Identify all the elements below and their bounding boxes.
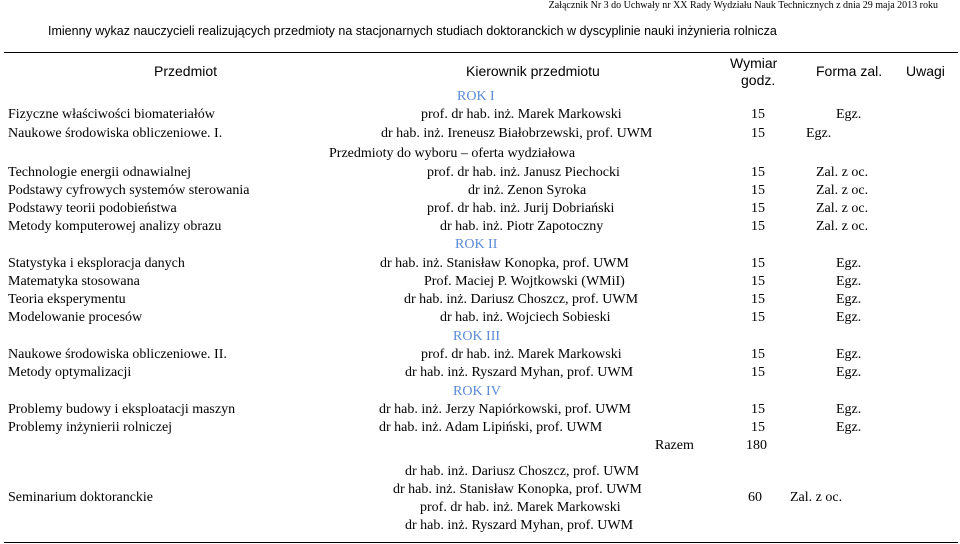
row-head: dr hab. inż. Ryszard Myhan, prof. UWM (405, 365, 634, 380)
row-subject: Naukowe środowiska obliczeniowe. I. (8, 126, 223, 141)
row-form: Egz. (836, 402, 862, 417)
row-form: Zal. z oc. (816, 201, 869, 216)
row-subject: Teoria eksperymentu (8, 292, 126, 307)
row-head: dr hab. inż. Wojciech Sobieski (440, 310, 611, 325)
seminar-head: dr hab. inż. Stanisław Konopka, prof. UWM (393, 482, 642, 497)
row-head: dr hab. inż. Ireneusz Białobrzewski, prof. UWM (381, 126, 653, 141)
row-head: dr hab. inż. Stanisław Konopka, prof. UWM (380, 256, 629, 271)
row-subject: Problemy budowy i eksploatacji maszyn (8, 402, 236, 417)
row-head: dr inż. Zenon Syroka (468, 183, 587, 198)
row-head: dr hab. inż. Adam Lipiński, prof. UWM (379, 420, 603, 435)
row-form: Egz. (836, 365, 862, 380)
total-label: Razem (655, 438, 694, 453)
section-year-2: ROK II (455, 237, 498, 252)
row-form: Zal. z oc. (816, 165, 869, 180)
row-form: Egz. (806, 126, 832, 141)
row-subject: Naukowe środowiska obliczeniowe. II. (8, 347, 227, 362)
section-year-4: ROK IV (453, 384, 501, 399)
row-hours: 15 (751, 107, 765, 122)
row-subject: Modelowanie procesów (8, 310, 143, 325)
row-subject: Metody optymalizacji (8, 365, 132, 380)
row-hours: 15 (751, 365, 765, 380)
row-subject: Metody komputerowej analizy obrazu (8, 219, 222, 234)
total-value: 180 (746, 438, 767, 453)
seminar-hours: 60 (748, 490, 762, 505)
seminar-head: dr hab. inż. Ryszard Myhan, prof. UWM (405, 518, 634, 533)
section-year-3: ROK III (453, 329, 501, 344)
row-form: Egz. (836, 292, 862, 307)
row-form: Zal. z oc. (816, 219, 869, 234)
row-hours: 15 (751, 165, 765, 180)
row-head: dr hab. inż. Jerzy Napiórkowski, prof. UWM (379, 402, 631, 417)
row-hours: 15 (751, 219, 765, 234)
document-title: Imienny wykaz nauczycieli realizujących przedmioty na stacjonarnych studiach doktoranckich w dyscyplinie nauki inżynieria rolnicza (48, 24, 777, 38)
header-notes: Uwagi (906, 63, 945, 79)
row-form: Egz. (836, 107, 862, 122)
row-subject: Podstawy cyfrowych systemów sterowania (8, 183, 250, 198)
table-top-border (4, 52, 958, 53)
row-hours: 15 (751, 201, 765, 216)
row-form: Zal. z oc. (816, 183, 869, 198)
row-subject: Fizyczne właściwości biomateriałów (8, 107, 215, 122)
row-head: prof. dr hab. inż. Marek Markowski (421, 107, 622, 122)
row-subject: Technologie energii odnawialnej (8, 165, 192, 180)
row-hours: 15 (751, 126, 765, 141)
row-head: Prof. Maciej P. Wojtkowski (WMiI) (424, 274, 625, 289)
row-hours: 15 (751, 183, 765, 198)
row-hours: 15 (751, 310, 765, 325)
row-hours: 15 (751, 347, 765, 362)
row-subject: Problemy inżynierii rolniczej (8, 420, 173, 435)
seminar-head: dr hab. inż. Dariusz Choszcz, prof. UWM (405, 464, 640, 479)
row-hours: 15 (751, 420, 765, 435)
row-form: Egz. (836, 420, 862, 435)
row-subject: Podstawy teorii podobieństwa (8, 201, 177, 216)
table-bottom-border (4, 542, 958, 543)
section-electives: Przedmioty do wyboru – oferta wydziałowa (329, 146, 576, 161)
section-year-1: ROK I (457, 89, 495, 104)
row-head: dr hab. inż. Piotr Zapotoczny (440, 219, 604, 234)
header-form: Forma zal. (816, 63, 883, 79)
annex-annotation: Załącznik Nr 3 do Uchwały nr XX Rady Wydziału Nauk Technicznych z dnia 29 maja 2013 roku (548, 0, 938, 11)
row-hours: 15 (751, 274, 765, 289)
seminar-subject: Seminarium doktoranckie (8, 490, 154, 505)
row-subject: Matematyka stosowana (8, 274, 140, 289)
header-subject: Przedmiot (154, 63, 218, 79)
row-head: prof. dr hab. inż. Jurij Dobriański (427, 201, 615, 216)
row-hours: 15 (751, 402, 765, 417)
row-form: Egz. (836, 310, 862, 325)
header-hours-line2: godz. (741, 72, 776, 88)
header-hours-line1: Wymiar (730, 55, 778, 71)
header-head: Kierownik przedmiotu (466, 63, 600, 79)
row-head: dr hab. inż. Dariusz Choszcz, prof. UWM (404, 292, 639, 307)
row-form: Egz. (836, 347, 862, 362)
row-head: prof. dr hab. inż. Janusz Piechocki (427, 165, 620, 180)
seminar-head: prof. dr hab. inż. Marek Markowski (420, 500, 621, 515)
seminar-form: Zal. z oc. (790, 490, 843, 505)
row-hours: 15 (751, 292, 765, 307)
row-subject: Statystyka i eksploracja danych (8, 256, 185, 271)
row-hours: 15 (751, 256, 765, 271)
row-form: Egz. (836, 274, 862, 289)
row-head: prof. dr hab. inż. Marek Markowski (421, 347, 622, 362)
row-form: Egz. (836, 256, 862, 271)
